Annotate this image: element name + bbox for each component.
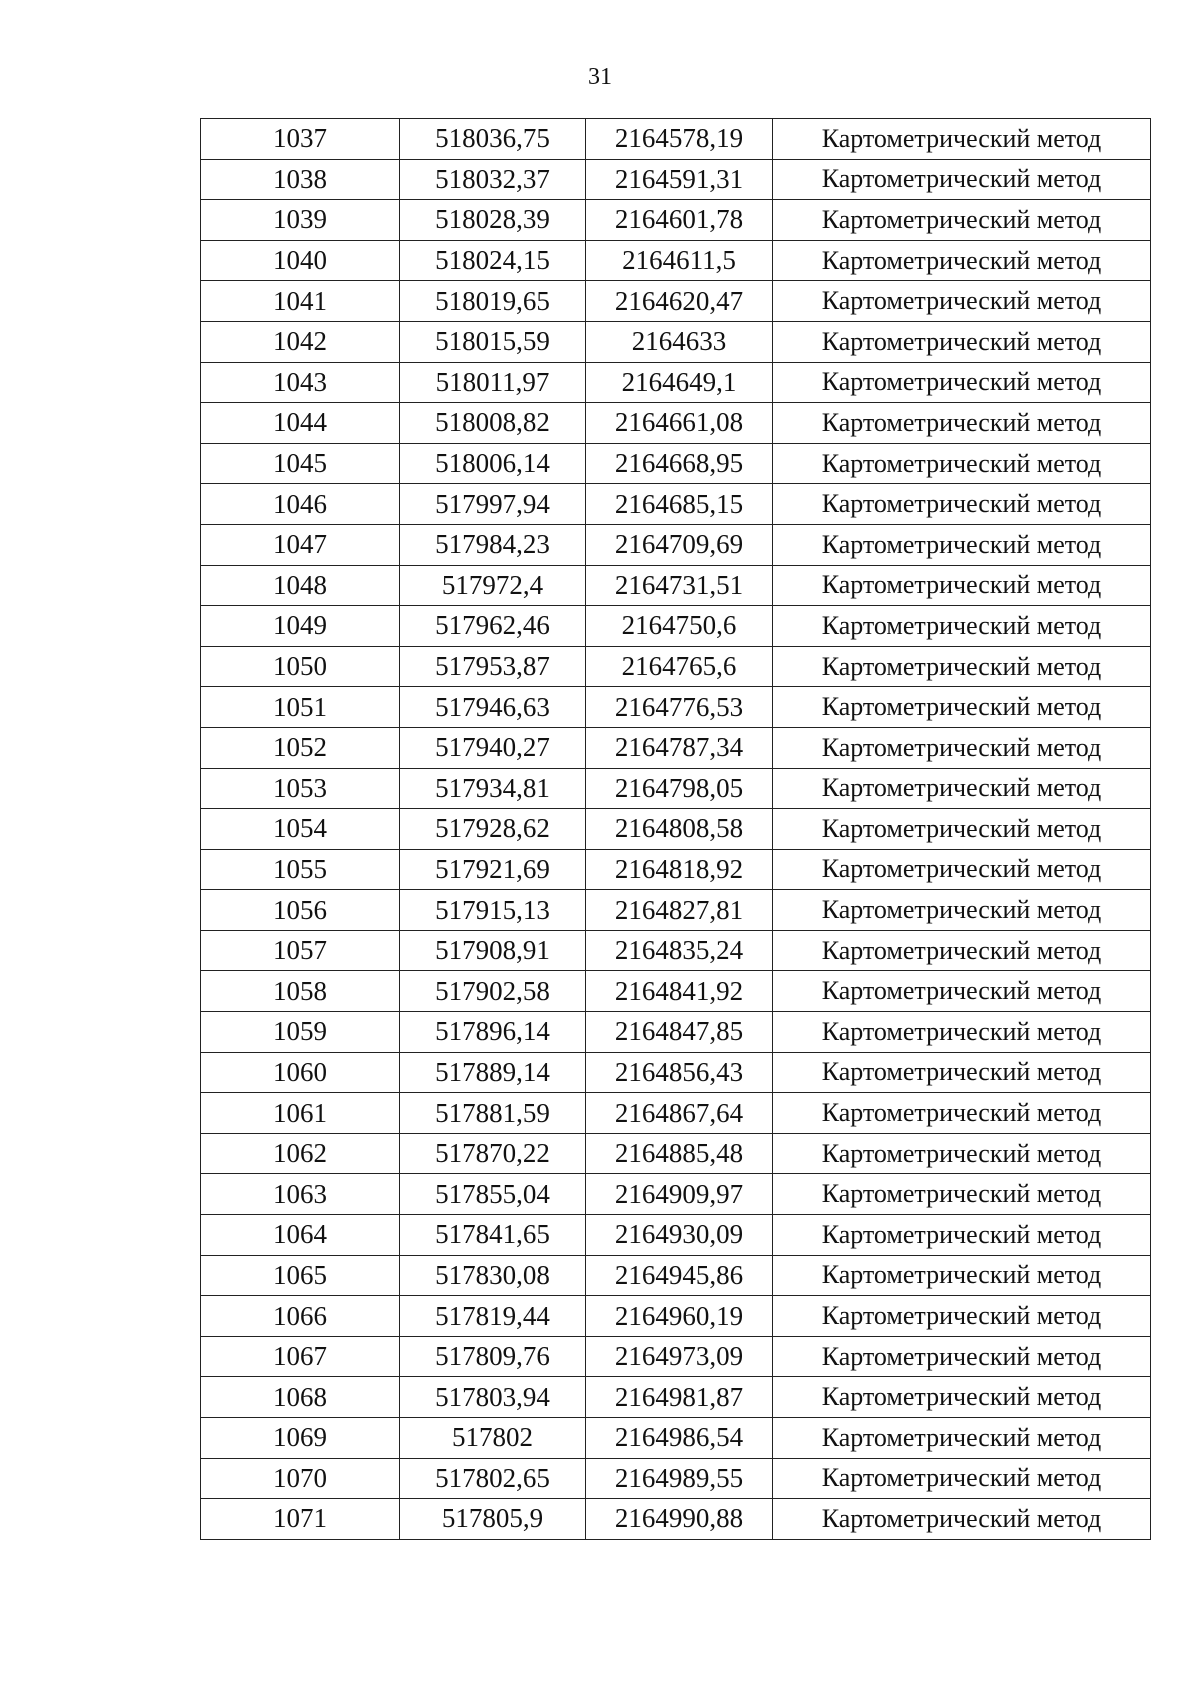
method-cell: Картометрический метод <box>773 1296 1151 1337</box>
table-row <box>201 1377 1151 1418</box>
y-coordinate-cell: 2164973,09 <box>586 1336 773 1377</box>
method-cell: Картометрический метод <box>773 159 1151 200</box>
y-coordinate-cell: 2164685,15 <box>586 484 773 525</box>
table-row <box>201 484 1151 525</box>
point-number-cell: 1058 <box>201 971 400 1012</box>
method-cell: Картометрический метод <box>773 1255 1151 1296</box>
table-row <box>201 1093 1151 1134</box>
x-coordinate-cell: 517819,44 <box>400 1296 586 1337</box>
point-number-cell: 1046 <box>201 484 400 525</box>
x-coordinate-cell: 517802,65 <box>400 1458 586 1499</box>
x-coordinate-cell: 517841,65 <box>400 1215 586 1256</box>
coordinates-table <box>200 118 1151 1540</box>
point-number-cell: 1071 <box>201 1499 400 1540</box>
page-number: 31 <box>588 64 612 90</box>
y-coordinate-cell: 2164827,81 <box>586 890 773 931</box>
table-row <box>201 1174 1151 1215</box>
x-coordinate-cell: 517830,08 <box>400 1255 586 1296</box>
x-coordinate-cell: 518024,15 <box>400 240 586 281</box>
point-number-cell: 1060 <box>201 1052 400 1093</box>
method-cell: Картометрический метод <box>773 565 1151 606</box>
table-row <box>201 240 1151 281</box>
method-cell: Картометрический метод <box>773 403 1151 444</box>
y-coordinate-cell: 2164989,55 <box>586 1458 773 1499</box>
point-number-cell: 1051 <box>201 687 400 728</box>
y-coordinate-cell: 2164847,85 <box>586 1012 773 1053</box>
x-coordinate-cell: 517881,59 <box>400 1093 586 1134</box>
method-cell: Картометрический метод <box>773 687 1151 728</box>
table-row <box>201 1499 1151 1540</box>
x-coordinate-cell: 517908,91 <box>400 930 586 971</box>
y-coordinate-cell: 2164945,86 <box>586 1255 773 1296</box>
table-row <box>201 1215 1151 1256</box>
x-coordinate-cell: 518032,37 <box>400 159 586 200</box>
table-row <box>201 606 1151 647</box>
x-coordinate-cell: 518006,14 <box>400 443 586 484</box>
table-row <box>201 1296 1151 1337</box>
table-row <box>201 443 1151 484</box>
table-row <box>201 1133 1151 1174</box>
table-row <box>201 159 1151 200</box>
method-cell: Картометрический метод <box>773 1215 1151 1256</box>
table-row <box>201 1336 1151 1377</box>
x-coordinate-cell: 517984,23 <box>400 524 586 565</box>
y-coordinate-cell: 2164867,64 <box>586 1093 773 1134</box>
method-cell: Картометрический метод <box>773 890 1151 931</box>
x-coordinate-cell: 518008,82 <box>400 403 586 444</box>
y-coordinate-cell: 2164620,47 <box>586 281 773 322</box>
table-row <box>201 565 1151 606</box>
method-cell: Картометрический метод <box>773 200 1151 241</box>
x-coordinate-cell: 518036,75 <box>400 119 586 160</box>
method-cell: Картометрический метод <box>773 930 1151 971</box>
table-row <box>201 1012 1151 1053</box>
point-number-cell: 1043 <box>201 362 400 403</box>
y-coordinate-cell: 2164798,05 <box>586 768 773 809</box>
point-number-cell: 1045 <box>201 443 400 484</box>
y-coordinate-cell: 2164668,95 <box>586 443 773 484</box>
y-coordinate-cell: 2164986,54 <box>586 1418 773 1459</box>
table-row <box>201 727 1151 768</box>
y-coordinate-cell: 2164818,92 <box>586 849 773 890</box>
table-row <box>201 1052 1151 1093</box>
table-row <box>201 403 1151 444</box>
method-cell: Картометрический метод <box>773 646 1151 687</box>
table-row <box>201 524 1151 565</box>
y-coordinate-cell: 2164885,48 <box>586 1133 773 1174</box>
table-row <box>201 281 1151 322</box>
y-coordinate-cell: 2164835,24 <box>586 930 773 971</box>
table-row <box>201 849 1151 890</box>
point-number-cell: 1052 <box>201 727 400 768</box>
point-number-cell: 1062 <box>201 1133 400 1174</box>
method-cell: Картометрический метод <box>773 768 1151 809</box>
point-number-cell: 1053 <box>201 768 400 809</box>
method-cell: Картометрический метод <box>773 1052 1151 1093</box>
x-coordinate-cell: 517809,76 <box>400 1336 586 1377</box>
method-cell: Картометрический метод <box>773 240 1151 281</box>
coordinates-table-body <box>201 119 1151 1540</box>
x-coordinate-cell: 518011,97 <box>400 362 586 403</box>
x-coordinate-cell: 517953,87 <box>400 646 586 687</box>
point-number-cell: 1040 <box>201 240 400 281</box>
point-number-cell: 1065 <box>201 1255 400 1296</box>
method-cell: Картометрический метод <box>773 1377 1151 1418</box>
method-cell: Картометрический метод <box>773 809 1151 850</box>
method-cell: Картометрический метод <box>773 119 1151 160</box>
table-row <box>201 321 1151 362</box>
y-coordinate-cell: 2164601,78 <box>586 200 773 241</box>
point-number-cell: 1055 <box>201 849 400 890</box>
method-cell: Картометрический метод <box>773 1418 1151 1459</box>
method-cell: Картометрический метод <box>773 524 1151 565</box>
point-number-cell: 1041 <box>201 281 400 322</box>
x-coordinate-cell: 517946,63 <box>400 687 586 728</box>
point-number-cell: 1066 <box>201 1296 400 1337</box>
method-cell: Картометрический метод <box>773 727 1151 768</box>
y-coordinate-cell: 2164649,1 <box>586 362 773 403</box>
y-coordinate-cell: 2164578,19 <box>586 119 773 160</box>
y-coordinate-cell: 2164808,58 <box>586 809 773 850</box>
point-number-cell: 1042 <box>201 321 400 362</box>
x-coordinate-cell: 517802 <box>400 1418 586 1459</box>
point-number-cell: 1063 <box>201 1174 400 1215</box>
method-cell: Картометрический метод <box>773 321 1151 362</box>
x-coordinate-cell: 517940,27 <box>400 727 586 768</box>
table-row <box>201 971 1151 1012</box>
x-coordinate-cell: 517962,46 <box>400 606 586 647</box>
x-coordinate-cell: 517972,4 <box>400 565 586 606</box>
y-coordinate-cell: 2164856,43 <box>586 1052 773 1093</box>
method-cell: Картометрический метод <box>773 1012 1151 1053</box>
method-cell: Картометрический метод <box>773 1093 1151 1134</box>
method-cell: Картометрический метод <box>773 1458 1151 1499</box>
x-coordinate-cell: 517855,04 <box>400 1174 586 1215</box>
point-number-cell: 1069 <box>201 1418 400 1459</box>
method-cell: Картометрический метод <box>773 606 1151 647</box>
method-cell: Картометрический метод <box>773 1336 1151 1377</box>
point-number-cell: 1054 <box>201 809 400 850</box>
x-coordinate-cell: 517934,81 <box>400 768 586 809</box>
x-coordinate-cell: 518028,39 <box>400 200 586 241</box>
x-coordinate-cell: 517896,14 <box>400 1012 586 1053</box>
y-coordinate-cell: 2164981,87 <box>586 1377 773 1418</box>
x-coordinate-cell: 517915,13 <box>400 890 586 931</box>
point-number-cell: 1070 <box>201 1458 400 1499</box>
y-coordinate-cell: 2164841,92 <box>586 971 773 1012</box>
table-row <box>201 1255 1151 1296</box>
x-coordinate-cell: 517805,9 <box>400 1499 586 1540</box>
method-cell: Картометрический метод <box>773 849 1151 890</box>
point-number-cell: 1047 <box>201 524 400 565</box>
y-coordinate-cell: 2164731,51 <box>586 565 773 606</box>
table-row <box>201 1458 1151 1499</box>
point-number-cell: 1061 <box>201 1093 400 1134</box>
point-number-cell: 1050 <box>201 646 400 687</box>
table-row <box>201 768 1151 809</box>
x-coordinate-cell: 517870,22 <box>400 1133 586 1174</box>
point-number-cell: 1038 <box>201 159 400 200</box>
method-cell: Картометрический метод <box>773 362 1151 403</box>
method-cell: Картометрический метод <box>773 1174 1151 1215</box>
y-coordinate-cell: 2164765,6 <box>586 646 773 687</box>
point-number-cell: 1067 <box>201 1336 400 1377</box>
method-cell: Картометрический метод <box>773 281 1151 322</box>
table-row <box>201 119 1151 160</box>
y-coordinate-cell: 2164611,5 <box>586 240 773 281</box>
y-coordinate-cell: 2164990,88 <box>586 1499 773 1540</box>
point-number-cell: 1039 <box>201 200 400 241</box>
x-coordinate-cell: 517803,94 <box>400 1377 586 1418</box>
point-number-cell: 1057 <box>201 930 400 971</box>
y-coordinate-cell: 2164776,53 <box>586 687 773 728</box>
point-number-cell: 1056 <box>201 890 400 931</box>
y-coordinate-cell: 2164633 <box>586 321 773 362</box>
y-coordinate-cell: 2164930,09 <box>586 1215 773 1256</box>
y-coordinate-cell: 2164709,69 <box>586 524 773 565</box>
x-coordinate-cell: 517928,62 <box>400 809 586 850</box>
point-number-cell: 1064 <box>201 1215 400 1256</box>
x-coordinate-cell: 518019,65 <box>400 281 586 322</box>
table-row <box>201 890 1151 931</box>
y-coordinate-cell: 2164787,34 <box>586 727 773 768</box>
point-number-cell: 1048 <box>201 565 400 606</box>
method-cell: Картометрический метод <box>773 443 1151 484</box>
method-cell: Картометрический метод <box>773 1133 1151 1174</box>
y-coordinate-cell: 2164909,97 <box>586 1174 773 1215</box>
x-coordinate-cell: 517902,58 <box>400 971 586 1012</box>
method-cell: Картометрический метод <box>773 971 1151 1012</box>
table-row <box>201 646 1151 687</box>
table-row <box>201 930 1151 971</box>
table-row <box>201 687 1151 728</box>
table-row <box>201 809 1151 850</box>
x-coordinate-cell: 517997,94 <box>400 484 586 525</box>
table-row <box>201 1418 1151 1459</box>
y-coordinate-cell: 2164591,31 <box>586 159 773 200</box>
x-coordinate-cell: 517889,14 <box>400 1052 586 1093</box>
y-coordinate-cell: 2164661,08 <box>586 403 773 444</box>
point-number-cell: 1049 <box>201 606 400 647</box>
point-number-cell: 1059 <box>201 1012 400 1053</box>
table-row <box>201 362 1151 403</box>
point-number-cell: 1068 <box>201 1377 400 1418</box>
table-row <box>201 200 1151 241</box>
x-coordinate-cell: 518015,59 <box>400 321 586 362</box>
point-number-cell: 1037 <box>201 119 400 160</box>
method-cell: Картометрический метод <box>773 484 1151 525</box>
method-cell: Картометрический метод <box>773 1499 1151 1540</box>
x-coordinate-cell: 517921,69 <box>400 849 586 890</box>
point-number-cell: 1044 <box>201 403 400 444</box>
y-coordinate-cell: 2164960,19 <box>586 1296 773 1337</box>
y-coordinate-cell: 2164750,6 <box>586 606 773 647</box>
